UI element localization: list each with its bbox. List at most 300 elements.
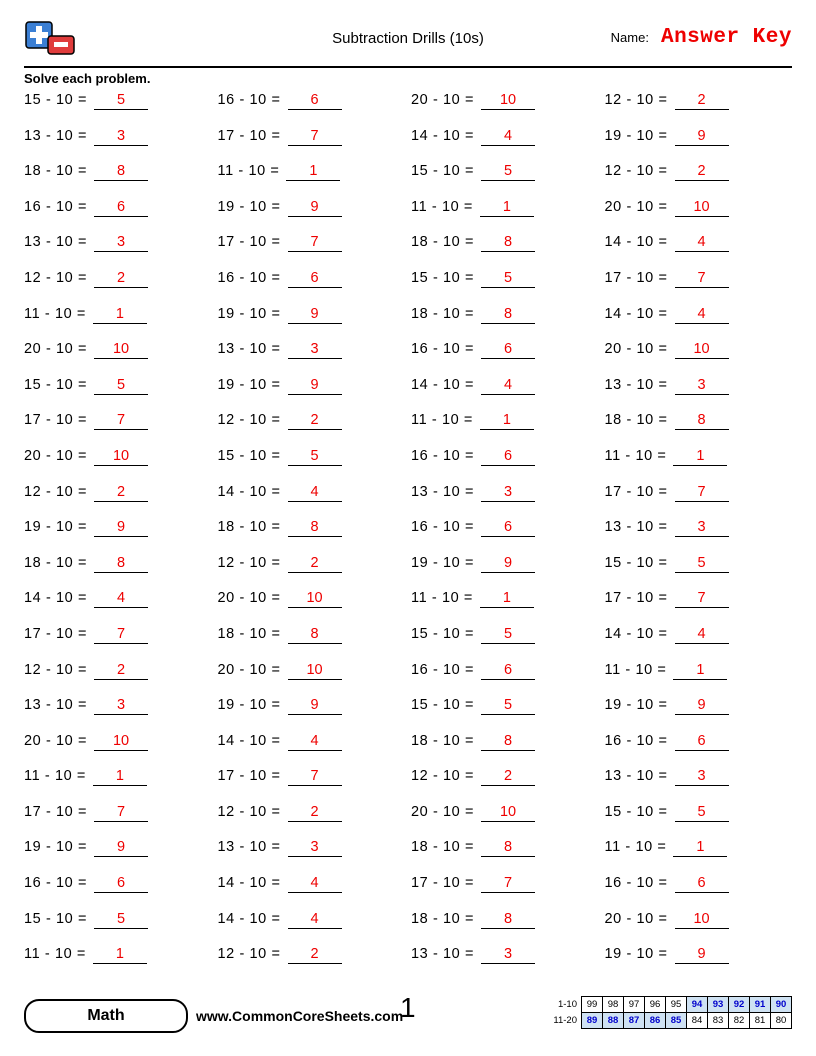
problem-item bbox=[411, 199, 599, 235]
answer-blank[interactable]: 5 bbox=[288, 448, 342, 466]
answer-blank[interactable]: 1 bbox=[480, 412, 534, 430]
problem-expression: 19 - 10 = bbox=[604, 946, 668, 963]
score-cell: 83 bbox=[708, 1013, 729, 1029]
problem-expression: 17 - 10 = bbox=[604, 590, 668, 607]
answer-blank[interactable]: 7 bbox=[675, 270, 729, 288]
score-row-label: 11-20 bbox=[543, 1013, 582, 1029]
answer-blank[interactable]: 6 bbox=[481, 341, 535, 359]
score-cell: 86 bbox=[645, 1013, 666, 1029]
answer-blank[interactable]: 7 bbox=[288, 768, 342, 786]
problem-item bbox=[24, 128, 212, 164]
score-cell: 92 bbox=[729, 997, 750, 1013]
problem-item bbox=[218, 163, 406, 199]
problem-item bbox=[24, 697, 212, 733]
problem-expression: 15 - 10 = bbox=[411, 269, 475, 286]
answer-blank[interactable]: 9 bbox=[481, 555, 535, 573]
problem-expression: 20 - 10 = bbox=[217, 661, 281, 678]
problem-item bbox=[411, 946, 599, 982]
answer-blank[interactable]: 2 bbox=[288, 946, 342, 964]
answer-blank[interactable]: 10 bbox=[481, 804, 535, 822]
problem-item bbox=[411, 839, 599, 875]
problem-expression: 13 - 10 = bbox=[217, 839, 281, 856]
problem-expression: 19 - 10 = bbox=[411, 554, 475, 571]
problem-item bbox=[218, 768, 406, 804]
problem-expression: 15 - 10 = bbox=[411, 163, 475, 180]
problem-item bbox=[411, 733, 599, 769]
problem-expression: 12 - 10 = bbox=[24, 483, 88, 500]
problem-item bbox=[24, 519, 212, 555]
problem-item bbox=[605, 163, 793, 199]
problem-expression: 16 - 10 = bbox=[24, 198, 88, 215]
answer-blank[interactable]: 6 bbox=[94, 199, 148, 217]
instructions: Solve each problem. bbox=[24, 71, 151, 86]
problem-expression: 18 - 10 = bbox=[24, 163, 88, 180]
subject-badge: Math bbox=[24, 999, 188, 1033]
answer-blank[interactable]: 5 bbox=[675, 804, 729, 822]
answer-blank[interactable]: 3 bbox=[675, 519, 729, 537]
answer-blank[interactable]: 9 bbox=[94, 519, 148, 537]
answer-blank[interactable]: 2 bbox=[288, 555, 342, 573]
answer-blank[interactable]: 10 bbox=[675, 911, 729, 929]
problem-expression: 17 - 10 = bbox=[24, 412, 88, 429]
problem-item bbox=[218, 412, 406, 448]
answer-blank[interactable]: 1 bbox=[673, 448, 727, 466]
answer-blank[interactable]: 5 bbox=[675, 555, 729, 573]
answer-blank[interactable]: 10 bbox=[94, 448, 148, 466]
problem-expression: 14 - 10 = bbox=[217, 910, 281, 927]
answer-blank[interactable]: 5 bbox=[481, 697, 535, 715]
problem-expression: 14 - 10 = bbox=[217, 875, 281, 892]
problem-item bbox=[218, 839, 406, 875]
score-cell: 89 bbox=[582, 1013, 603, 1029]
answer-blank[interactable]: 4 bbox=[288, 733, 342, 751]
score-row-label: 1-10 bbox=[543, 997, 582, 1013]
problem-item bbox=[24, 199, 212, 235]
problem-item bbox=[411, 128, 599, 164]
problem-item bbox=[218, 306, 406, 342]
problem-item bbox=[411, 626, 599, 662]
problem-expression: 19 - 10 = bbox=[217, 305, 281, 322]
problem-item bbox=[24, 377, 212, 413]
answer-blank[interactable]: 8 bbox=[288, 519, 342, 537]
problem-item bbox=[605, 804, 793, 840]
answer-blank[interactable]: 4 bbox=[481, 128, 535, 146]
problem-expression: 14 - 10 = bbox=[411, 376, 475, 393]
answer-blank[interactable]: 3 bbox=[94, 234, 148, 252]
score-cell: 82 bbox=[729, 1013, 750, 1029]
problem-item bbox=[605, 626, 793, 662]
answer-blank[interactable]: 6 bbox=[675, 733, 729, 751]
answer-blank[interactable]: 2 bbox=[481, 768, 535, 786]
problem-item bbox=[605, 306, 793, 342]
answer-blank[interactable]: 6 bbox=[481, 662, 535, 680]
problem-expression: 15 - 10 = bbox=[24, 376, 88, 393]
answer-blank[interactable]: 10 bbox=[288, 662, 342, 680]
problem-expression: 17 - 10 = bbox=[604, 269, 668, 286]
problem-item bbox=[24, 448, 212, 484]
problem-expression: 20 - 10 = bbox=[24, 732, 88, 749]
problem-item bbox=[605, 733, 793, 769]
name-area bbox=[611, 26, 792, 49]
worksheet-footer bbox=[24, 992, 792, 1042]
answer-blank[interactable]: 2 bbox=[288, 412, 342, 430]
answer-blank[interactable]: 10 bbox=[675, 199, 729, 217]
answer-blank[interactable]: 8 bbox=[288, 626, 342, 644]
answer-blank[interactable]: 2 bbox=[94, 270, 148, 288]
answer-blank[interactable]: 1 bbox=[673, 839, 727, 857]
problem-expression: 15 - 10 = bbox=[24, 92, 88, 108]
problem-expression: 20 - 10 = bbox=[411, 803, 475, 820]
answer-blank[interactable]: 7 bbox=[288, 128, 342, 146]
problem-item bbox=[218, 484, 406, 520]
problem-item bbox=[411, 92, 599, 128]
problem-item bbox=[218, 234, 406, 270]
problem-expression: 12 - 10 = bbox=[604, 92, 668, 108]
problem-item bbox=[411, 697, 599, 733]
answer-blank[interactable]: 9 bbox=[288, 199, 342, 217]
score-cell: 85 bbox=[666, 1013, 687, 1029]
answer-blank[interactable]: 9 bbox=[288, 377, 342, 395]
problem-expression: 15 - 10 = bbox=[604, 803, 668, 820]
answer-blank[interactable]: 3 bbox=[675, 768, 729, 786]
answer-blank[interactable]: 6 bbox=[675, 875, 729, 893]
score-cell: 98 bbox=[603, 997, 624, 1013]
problem-expression: 19 - 10 = bbox=[217, 697, 281, 714]
score-cell: 99 bbox=[582, 997, 603, 1013]
problem-expression: 14 - 10 = bbox=[604, 234, 668, 251]
score-cell: 91 bbox=[750, 997, 771, 1013]
problem-item bbox=[24, 341, 212, 377]
answer-blank[interactable]: 1 bbox=[93, 768, 147, 786]
problem-expression: 12 - 10 = bbox=[24, 661, 88, 678]
problem-item bbox=[411, 768, 599, 804]
answer-blank[interactable]: 6 bbox=[288, 92, 342, 110]
answer-blank[interactable]: 1 bbox=[286, 163, 340, 181]
answer-blank[interactable]: 3 bbox=[288, 341, 342, 359]
problem-item bbox=[411, 662, 599, 698]
problem-item bbox=[411, 234, 599, 270]
answer-blank[interactable]: 6 bbox=[288, 270, 342, 288]
problem-item bbox=[24, 555, 212, 591]
problem-expression: 11 - 10 = bbox=[411, 412, 473, 429]
problem-item bbox=[24, 839, 212, 875]
score-cell: 80 bbox=[771, 1013, 792, 1029]
answer-blank[interactable]: 8 bbox=[481, 839, 535, 857]
problem-item bbox=[411, 484, 599, 520]
page-title: Subtraction Drills (10s) bbox=[332, 30, 484, 47]
problem-expression: 16 - 10 = bbox=[217, 269, 281, 286]
answer-blank[interactable]: 3 bbox=[288, 839, 342, 857]
problem-expression: 18 - 10 = bbox=[217, 625, 281, 642]
problem-expression: 18 - 10 = bbox=[411, 305, 475, 322]
problem-expression: 11 - 10 = bbox=[604, 661, 667, 678]
answer-blank[interactable]: 4 bbox=[481, 377, 535, 395]
score-cell: 90 bbox=[771, 997, 792, 1013]
problem-expression: 11 - 10 = bbox=[24, 305, 86, 322]
problem-item bbox=[218, 733, 406, 769]
problem-item bbox=[411, 448, 599, 484]
problem-expression: 15 - 10 = bbox=[604, 554, 668, 571]
answer-blank[interactable]: 3 bbox=[675, 377, 729, 395]
problem-expression: 20 - 10 = bbox=[24, 341, 88, 358]
answer-blank[interactable]: 3 bbox=[94, 128, 148, 146]
answer-blank[interactable]: 8 bbox=[94, 555, 148, 573]
problem-item bbox=[605, 555, 793, 591]
answer-blank[interactable]: 3 bbox=[481, 946, 535, 964]
answer-blank[interactable]: 5 bbox=[481, 626, 535, 644]
answer-blank[interactable]: 8 bbox=[94, 163, 148, 181]
answer-blank[interactable]: 1 bbox=[480, 590, 534, 608]
answer-blank[interactable]: 10 bbox=[94, 341, 148, 359]
problem-item bbox=[605, 484, 793, 520]
problem-expression: 17 - 10 = bbox=[217, 127, 281, 144]
problem-expression: 19 - 10 = bbox=[217, 376, 281, 393]
answer-blank[interactable]: 10 bbox=[288, 590, 342, 608]
problem-item bbox=[218, 590, 406, 626]
answer-blank[interactable]: 7 bbox=[94, 626, 148, 644]
answer-blank[interactable]: 4 bbox=[288, 484, 342, 502]
problem-expression: 16 - 10 = bbox=[604, 732, 668, 749]
problem-expression: 19 - 10 = bbox=[604, 127, 668, 144]
problem-expression: 13 - 10 = bbox=[604, 768, 668, 785]
answer-blank[interactable]: 9 bbox=[675, 946, 729, 964]
problem-item bbox=[411, 341, 599, 377]
answer-blank[interactable]: 5 bbox=[94, 92, 148, 110]
problem-grid bbox=[24, 92, 792, 982]
score-cell: 84 bbox=[687, 1013, 708, 1029]
problem-item bbox=[411, 804, 599, 840]
problem-item bbox=[605, 697, 793, 733]
answer-blank[interactable]: 8 bbox=[481, 234, 535, 252]
problem-item bbox=[218, 199, 406, 235]
name-label: Name: bbox=[610, 30, 649, 45]
problem-expression: 16 - 10 = bbox=[411, 447, 475, 464]
problem-item bbox=[605, 128, 793, 164]
problem-expression: 16 - 10 = bbox=[411, 661, 475, 678]
answer-blank[interactable]: 8 bbox=[481, 306, 535, 324]
answer-blank[interactable]: 2 bbox=[675, 163, 729, 181]
answer-blank[interactable]: 2 bbox=[94, 662, 148, 680]
problem-item bbox=[411, 519, 599, 555]
answer-blank[interactable]: 2 bbox=[675, 92, 729, 110]
problem-item bbox=[605, 412, 793, 448]
problem-item bbox=[218, 270, 406, 306]
problem-expression: 18 - 10 = bbox=[411, 234, 475, 251]
problem-item bbox=[605, 875, 793, 911]
problem-item bbox=[218, 946, 406, 982]
problem-item bbox=[24, 946, 212, 982]
answer-blank[interactable]: 9 bbox=[675, 128, 729, 146]
score-cell: 94 bbox=[687, 997, 708, 1013]
answer-blank[interactable]: 1 bbox=[480, 199, 534, 217]
problem-expression: 17 - 10 = bbox=[217, 768, 281, 785]
problem-expression: 13 - 10 = bbox=[604, 376, 668, 393]
answer-blank[interactable]: 4 bbox=[288, 911, 342, 929]
answer-blank[interactable]: 3 bbox=[481, 484, 535, 502]
problem-expression: 11 - 10 = bbox=[604, 447, 667, 464]
answer-blank[interactable]: 4 bbox=[675, 306, 729, 324]
answer-blank[interactable]: 4 bbox=[675, 626, 729, 644]
problem-item bbox=[24, 163, 212, 199]
answer-blank[interactable]: 7 bbox=[94, 804, 148, 822]
problem-expression: 13 - 10 = bbox=[217, 341, 281, 358]
score-cell: 96 bbox=[645, 997, 666, 1013]
problem-expression: 17 - 10 = bbox=[217, 234, 281, 251]
problem-expression: 13 - 10 = bbox=[411, 946, 475, 963]
problem-item bbox=[24, 733, 212, 769]
problem-item bbox=[411, 270, 599, 306]
problem-expression: 14 - 10 = bbox=[411, 127, 475, 144]
problem-item bbox=[24, 590, 212, 626]
problem-item bbox=[605, 448, 793, 484]
answer-blank[interactable]: 7 bbox=[288, 234, 342, 252]
answer-blank[interactable]: 9 bbox=[288, 697, 342, 715]
problem-item bbox=[218, 804, 406, 840]
score-cell: 88 bbox=[603, 1013, 624, 1029]
problem-expression: 13 - 10 = bbox=[24, 697, 88, 714]
site-url: www.CommonCoreSheets.com bbox=[196, 1008, 404, 1024]
answer-blank[interactable]: 7 bbox=[675, 484, 729, 502]
problem-expression: 14 - 10 = bbox=[217, 732, 281, 749]
problem-expression: 18 - 10 = bbox=[217, 519, 281, 536]
problem-item bbox=[218, 626, 406, 662]
problem-expression: 12 - 10 = bbox=[411, 768, 475, 785]
problem-expression: 16 - 10 = bbox=[604, 875, 668, 892]
problem-item bbox=[24, 911, 212, 947]
page-number: 1 bbox=[400, 992, 416, 1023]
answer-blank[interactable]: 7 bbox=[481, 875, 535, 893]
answer-blank[interactable]: 5 bbox=[94, 377, 148, 395]
score-table-row bbox=[543, 997, 792, 1013]
answer-blank[interactable]: 8 bbox=[481, 733, 535, 751]
answer-blank[interactable]: 9 bbox=[288, 306, 342, 324]
problem-item bbox=[411, 911, 599, 947]
problem-expression: 12 - 10 = bbox=[604, 163, 668, 180]
problem-expression: 12 - 10 = bbox=[24, 269, 88, 286]
answer-blank[interactable]: 2 bbox=[94, 484, 148, 502]
answer-blank[interactable]: 7 bbox=[675, 590, 729, 608]
answer-blank[interactable]: 10 bbox=[481, 92, 535, 110]
problem-expression: 11 - 10 = bbox=[604, 839, 667, 856]
problem-item bbox=[411, 306, 599, 342]
problem-item bbox=[605, 662, 793, 698]
answer-blank[interactable]: 8 bbox=[481, 911, 535, 929]
problem-expression: 19 - 10 = bbox=[217, 198, 281, 215]
problem-item bbox=[411, 412, 599, 448]
problem-item bbox=[24, 412, 212, 448]
problem-expression: 13 - 10 = bbox=[24, 127, 88, 144]
problem-expression: 16 - 10 = bbox=[217, 92, 281, 108]
answer-blank[interactable]: 1 bbox=[673, 662, 727, 680]
problem-item bbox=[218, 911, 406, 947]
answer-blank[interactable]: 4 bbox=[94, 590, 148, 608]
answer-blank[interactable]: 3 bbox=[94, 697, 148, 715]
problem-expression: 12 - 10 = bbox=[217, 554, 281, 571]
problem-item bbox=[411, 163, 599, 199]
answer-blank[interactable]: 7 bbox=[94, 412, 148, 430]
problem-expression: 19 - 10 = bbox=[24, 839, 88, 856]
problem-item bbox=[605, 911, 793, 947]
problem-item bbox=[24, 92, 212, 128]
problem-item bbox=[24, 306, 212, 342]
answer-blank[interactable]: 5 bbox=[481, 270, 535, 288]
problem-item bbox=[218, 377, 406, 413]
problem-expression: 15 - 10 = bbox=[217, 447, 281, 464]
answer-blank[interactable]: 2 bbox=[288, 804, 342, 822]
problem-expression: 13 - 10 = bbox=[604, 519, 668, 536]
answer-blank[interactable]: 4 bbox=[288, 875, 342, 893]
problem-expression: 17 - 10 = bbox=[24, 803, 88, 820]
problem-expression: 11 - 10 = bbox=[24, 946, 86, 963]
problem-expression: 14 - 10 = bbox=[604, 625, 668, 642]
problem-expression: 17 - 10 = bbox=[24, 625, 88, 642]
problem-item bbox=[218, 662, 406, 698]
answer-blank[interactable]: 1 bbox=[93, 306, 147, 324]
answer-blank[interactable]: 5 bbox=[94, 911, 148, 929]
answer-blank[interactable]: 1 bbox=[93, 946, 147, 964]
problem-expression: 17 - 10 = bbox=[411, 875, 475, 892]
answer-blank[interactable]: 10 bbox=[94, 733, 148, 751]
problem-item bbox=[605, 839, 793, 875]
problem-expression: 14 - 10 = bbox=[217, 483, 281, 500]
problem-item bbox=[218, 519, 406, 555]
problem-item bbox=[24, 804, 212, 840]
problem-item bbox=[605, 519, 793, 555]
problem-expression: 13 - 10 = bbox=[24, 234, 88, 251]
problem-expression: 18 - 10 = bbox=[604, 412, 668, 429]
answer-blank[interactable]: 6 bbox=[481, 519, 535, 537]
problem-expression: 20 - 10 = bbox=[24, 447, 88, 464]
header-divider bbox=[24, 66, 792, 68]
answer-blank[interactable]: 6 bbox=[481, 448, 535, 466]
answer-blank[interactable]: 9 bbox=[675, 697, 729, 715]
problem-item bbox=[605, 199, 793, 235]
problem-item bbox=[605, 341, 793, 377]
problem-item bbox=[24, 626, 212, 662]
problem-item bbox=[218, 341, 406, 377]
problem-expression: 20 - 10 = bbox=[604, 198, 668, 215]
problem-expression: 12 - 10 = bbox=[217, 412, 281, 429]
problem-expression: 18 - 10 = bbox=[411, 910, 475, 927]
answer-blank[interactable]: 4 bbox=[675, 234, 729, 252]
answer-blank[interactable]: 6 bbox=[94, 875, 148, 893]
problem-expression: 18 - 10 = bbox=[24, 554, 88, 571]
problem-expression: 20 - 10 = bbox=[604, 910, 668, 927]
problem-expression: 18 - 10 = bbox=[411, 839, 475, 856]
answer-blank[interactable]: 10 bbox=[675, 341, 729, 359]
problem-expression: 18 - 10 = bbox=[411, 732, 475, 749]
problem-expression: 16 - 10 = bbox=[24, 875, 88, 892]
problem-item bbox=[605, 92, 793, 128]
problem-item bbox=[24, 270, 212, 306]
answer-blank[interactable]: 5 bbox=[481, 163, 535, 181]
problem-expression: 19 - 10 = bbox=[24, 519, 88, 536]
problem-item bbox=[24, 768, 212, 804]
problem-item bbox=[411, 555, 599, 591]
problem-expression: 12 - 10 = bbox=[217, 946, 281, 963]
problem-item bbox=[218, 92, 406, 128]
problem-item bbox=[218, 875, 406, 911]
score-table-row bbox=[543, 1013, 792, 1029]
problem-item bbox=[218, 555, 406, 591]
problem-expression: 20 - 10 = bbox=[411, 92, 475, 108]
problem-expression: 20 - 10 = bbox=[217, 590, 281, 607]
answer-blank[interactable]: 9 bbox=[94, 839, 148, 857]
problem-item bbox=[605, 377, 793, 413]
answer-blank[interactable]: 8 bbox=[675, 412, 729, 430]
problem-expression: 12 - 10 = bbox=[217, 803, 281, 820]
problem-item bbox=[218, 128, 406, 164]
